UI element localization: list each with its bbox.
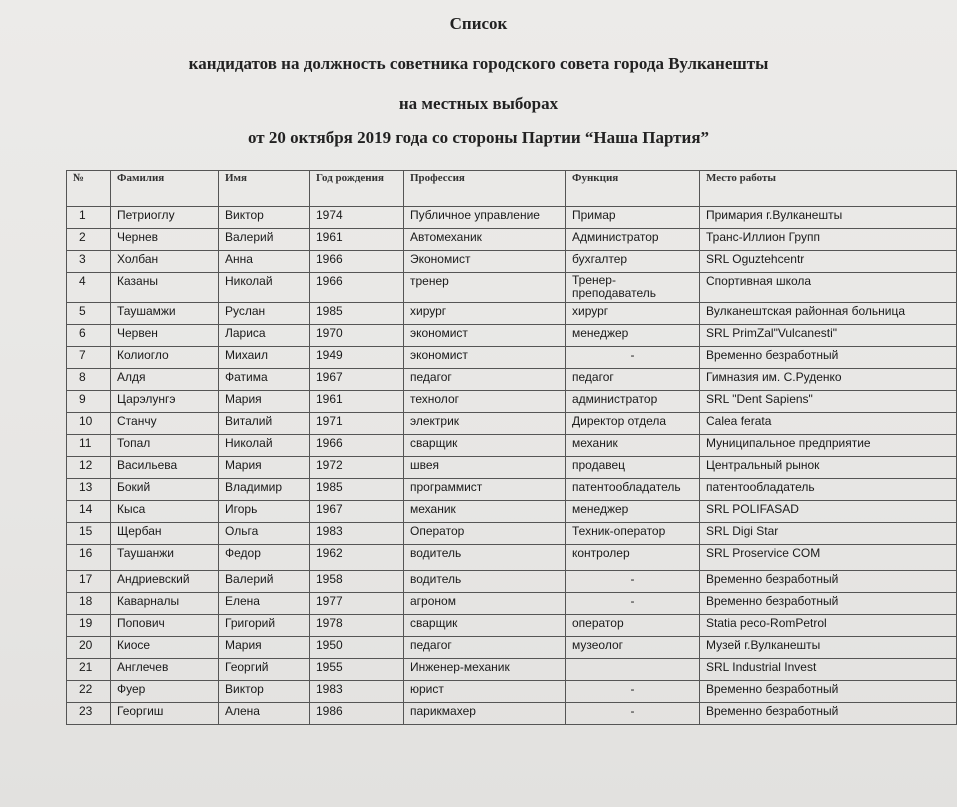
cell-birth-year: 1949 [310, 347, 404, 369]
cell-profession: агроном [404, 593, 566, 615]
cell-number: 16 [67, 545, 111, 571]
cell-name: Виктор [219, 207, 310, 229]
cell-workplace: SRL Oguztehcentr [700, 251, 957, 273]
candidates-table [66, 170, 957, 725]
cell-surname: Андриевский [111, 571, 219, 593]
cell-profession: Экономист [404, 251, 566, 273]
cell-number: 4 [67, 273, 111, 303]
cell-birth-year: 1986 [310, 703, 404, 725]
cell-number: 13 [67, 479, 111, 501]
cell-name: Михаил [219, 347, 310, 369]
cell-function: Примар [566, 207, 700, 229]
cell-number: 3 [67, 251, 111, 273]
cell-function: - [566, 347, 700, 369]
table-body [67, 207, 957, 725]
cell-workplace: SRL POLIFASAD [700, 501, 957, 523]
cell-function: - [566, 571, 700, 593]
column-header-workplace: Место работы [700, 171, 957, 207]
cell-profession: швея [404, 457, 566, 479]
column-header-profession: Профессия [404, 171, 566, 207]
cell-name: Руслан [219, 303, 310, 325]
cell-surname: Колиогло [111, 347, 219, 369]
cell-workplace: Временно безработный [700, 703, 957, 725]
cell-number: 14 [67, 501, 111, 523]
cell-surname: Холбан [111, 251, 219, 273]
cell-number: 8 [67, 369, 111, 391]
cell-birth-year: 1970 [310, 325, 404, 347]
table-header-row [67, 171, 957, 207]
cell-profession: парикмахер [404, 703, 566, 725]
cell-workplace: Временно безработный [700, 347, 957, 369]
cell-surname: Казаны [111, 273, 219, 303]
table-row [67, 659, 957, 681]
document-subtitle-election: на местных выборах [398, 94, 559, 113]
cell-function: - [566, 593, 700, 615]
cell-workplace: Музей г.Вулканешты [700, 637, 957, 659]
cell-name: Николай [219, 273, 310, 303]
cell-surname: Фуер [111, 681, 219, 703]
cell-number: 7 [67, 347, 111, 369]
column-header-birth-year: Год рождения [310, 171, 404, 207]
cell-birth-year: 1966 [310, 251, 404, 273]
cell-profession: хирург [404, 303, 566, 325]
cell-profession: водитель [404, 545, 566, 571]
column-header-surname: Фамилия [111, 171, 219, 207]
cell-name: Виталий [219, 413, 310, 435]
table-row [67, 325, 957, 347]
cell-workplace: SRL Digi Star [700, 523, 957, 545]
cell-function: Директор отдела [566, 413, 700, 435]
document-subtitle-date: от 20 октября 2019 года со стороны Партии “Наша Партия” [247, 128, 710, 147]
cell-surname: Щербан [111, 523, 219, 545]
table-row [67, 703, 957, 725]
cell-surname: Царэлунгэ [111, 391, 219, 413]
column-header-number: № [67, 171, 111, 207]
cell-name: Лариса [219, 325, 310, 347]
table-row [67, 457, 957, 479]
cell-surname: Алдя [111, 369, 219, 391]
cell-surname: Георгиш [111, 703, 219, 725]
cell-birth-year: 1971 [310, 413, 404, 435]
cell-surname: Червен [111, 325, 219, 347]
cell-function: оператор [566, 615, 700, 637]
cell-function: менеджер [566, 325, 700, 347]
cell-birth-year: 1966 [310, 273, 404, 303]
cell-function: Администратор [566, 229, 700, 251]
cell-workplace: Временно безработный [700, 571, 957, 593]
cell-function: администратор [566, 391, 700, 413]
cell-surname: Кыса [111, 501, 219, 523]
cell-workplace: Statia peco-RomPetrol [700, 615, 957, 637]
cell-profession: юрист [404, 681, 566, 703]
table-row [67, 413, 957, 435]
cell-workplace: Муниципальное предприятие [700, 435, 957, 457]
cell-function: педагог [566, 369, 700, 391]
cell-number: 18 [67, 593, 111, 615]
cell-birth-year: 1950 [310, 637, 404, 659]
cell-number: 6 [67, 325, 111, 347]
cell-name: Ольга [219, 523, 310, 545]
document-title: Список [449, 14, 508, 33]
cell-name: Елена [219, 593, 310, 615]
cell-workplace: Примария г.Вулканешты [700, 207, 957, 229]
cell-function: Техник-оператор [566, 523, 700, 545]
cell-number: 17 [67, 571, 111, 593]
cell-surname: Топал [111, 435, 219, 457]
cell-surname: Бокий [111, 479, 219, 501]
cell-profession: водитель [404, 571, 566, 593]
cell-birth-year: 1967 [310, 501, 404, 523]
cell-birth-year: 1978 [310, 615, 404, 637]
cell-name: Игорь [219, 501, 310, 523]
cell-workplace: SRL Proservice COM [700, 545, 957, 571]
table-row [67, 681, 957, 703]
cell-profession: программист [404, 479, 566, 501]
cell-workplace: SRL Industrial Invest [700, 659, 957, 681]
table-row [67, 435, 957, 457]
cell-function: Тренер-преподаватель [566, 273, 700, 303]
cell-profession: Публичное управление [404, 207, 566, 229]
cell-surname: Киосе [111, 637, 219, 659]
cell-number: 2 [67, 229, 111, 251]
cell-function: контролер [566, 545, 700, 571]
table-row [67, 523, 957, 545]
cell-function: менеджер [566, 501, 700, 523]
cell-number: 10 [67, 413, 111, 435]
table-row [67, 571, 957, 593]
cell-surname: Чернев [111, 229, 219, 251]
table-row [67, 545, 957, 571]
cell-function: - [566, 681, 700, 703]
cell-profession: сварщик [404, 435, 566, 457]
cell-name: Федор [219, 545, 310, 571]
cell-birth-year: 1961 [310, 229, 404, 251]
cell-name: Фатима [219, 369, 310, 391]
cell-function: патентообладатель [566, 479, 700, 501]
cell-number: 1 [67, 207, 111, 229]
table-row [67, 501, 957, 523]
cell-surname: Васильева [111, 457, 219, 479]
cell-birth-year: 1958 [310, 571, 404, 593]
cell-number: 5 [67, 303, 111, 325]
table-row [67, 593, 957, 615]
cell-name: Валерий [219, 229, 310, 251]
cell-birth-year: 1983 [310, 523, 404, 545]
cell-function: продавец [566, 457, 700, 479]
cell-surname: Станчу [111, 413, 219, 435]
cell-surname: Петриоглу [111, 207, 219, 229]
cell-function: механик [566, 435, 700, 457]
cell-profession: экономист [404, 347, 566, 369]
cell-number: 21 [67, 659, 111, 681]
column-header-name: Имя [219, 171, 310, 207]
cell-number: 15 [67, 523, 111, 545]
cell-workplace: Спортивная школа [700, 273, 957, 303]
cell-number: 20 [67, 637, 111, 659]
cell-surname: Англечев [111, 659, 219, 681]
cell-function: хирург [566, 303, 700, 325]
cell-workplace: Гимназия им. С.Руденко [700, 369, 957, 391]
table-row [67, 347, 957, 369]
cell-birth-year: 1985 [310, 479, 404, 501]
table-row [67, 273, 957, 303]
cell-function: - [566, 703, 700, 725]
cell-birth-year: 1962 [310, 545, 404, 571]
cell-name: Мария [219, 391, 310, 413]
cell-profession: механик [404, 501, 566, 523]
cell-name: Владимир [219, 479, 310, 501]
cell-function: бухгалтер [566, 251, 700, 273]
cell-number: 19 [67, 615, 111, 637]
cell-function [566, 659, 700, 681]
document-subtitle: кандидатов на должность советника городского совета города Вулканешты [188, 54, 769, 73]
cell-profession: Оператор [404, 523, 566, 545]
cell-profession: Инженер-механик [404, 659, 566, 681]
table-row [67, 229, 957, 251]
cell-surname: Таушанжи [111, 545, 219, 571]
cell-workplace: Временно безработный [700, 593, 957, 615]
cell-workplace: SRL "Dent Sapiens" [700, 391, 957, 413]
cell-birth-year: 1983 [310, 681, 404, 703]
cell-workplace: SRL PrimZal"Vulcanesti" [700, 325, 957, 347]
cell-birth-year: 1967 [310, 369, 404, 391]
cell-birth-year: 1974 [310, 207, 404, 229]
cell-workplace: Calea ferata [700, 413, 957, 435]
cell-birth-year: 1972 [310, 457, 404, 479]
cell-surname: Каварналы [111, 593, 219, 615]
cell-birth-year: 1955 [310, 659, 404, 681]
cell-profession: педагог [404, 369, 566, 391]
cell-workplace: патентообладатель [700, 479, 957, 501]
cell-number: 9 [67, 391, 111, 413]
table-row [67, 369, 957, 391]
cell-profession: электрик [404, 413, 566, 435]
cell-name: Григорий [219, 615, 310, 637]
cell-surname: Таушамжи [111, 303, 219, 325]
column-header-function: Функция [566, 171, 700, 207]
cell-birth-year: 1985 [310, 303, 404, 325]
cell-name: Анна [219, 251, 310, 273]
cell-workplace: Вулканештская районная больница [700, 303, 957, 325]
cell-surname: Попович [111, 615, 219, 637]
cell-name: Алена [219, 703, 310, 725]
cell-workplace: Временно безработный [700, 681, 957, 703]
cell-profession: тренер [404, 273, 566, 303]
cell-profession: сварщик [404, 615, 566, 637]
cell-name: Виктор [219, 681, 310, 703]
cell-name: Георгий [219, 659, 310, 681]
cell-birth-year: 1961 [310, 391, 404, 413]
cell-profession: Автомеханик [404, 229, 566, 251]
cell-birth-year: 1966 [310, 435, 404, 457]
cell-profession: технолог [404, 391, 566, 413]
table-row [67, 251, 957, 273]
cell-profession: педагог [404, 637, 566, 659]
table-row [67, 207, 957, 229]
cell-number: 12 [67, 457, 111, 479]
cell-name: Валерий [219, 571, 310, 593]
cell-profession: экономист [404, 325, 566, 347]
table-row [67, 479, 957, 501]
cell-workplace: Центральный рынок [700, 457, 957, 479]
table-row [67, 303, 957, 325]
cell-name: Мария [219, 457, 310, 479]
cell-number: 23 [67, 703, 111, 725]
table-row [67, 391, 957, 413]
cell-name: Николай [219, 435, 310, 457]
cell-name: Мария [219, 637, 310, 659]
cell-function: музеолог [566, 637, 700, 659]
cell-number: 22 [67, 681, 111, 703]
cell-number: 11 [67, 435, 111, 457]
table-row [67, 615, 957, 637]
cell-workplace: Транс-Иллион Групп [700, 229, 957, 251]
table-row [67, 637, 957, 659]
cell-birth-year: 1977 [310, 593, 404, 615]
